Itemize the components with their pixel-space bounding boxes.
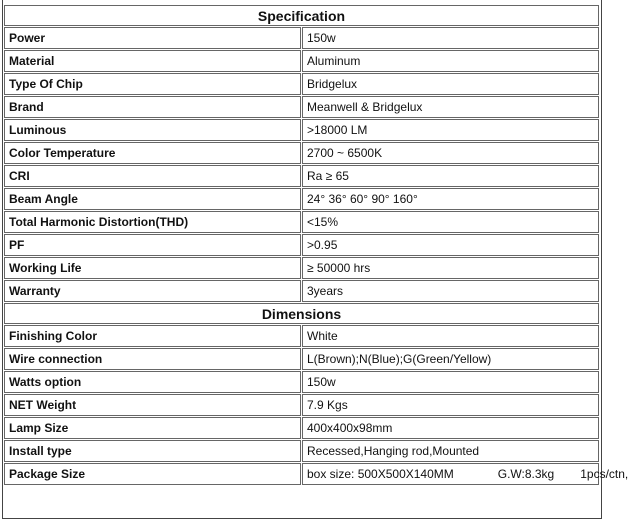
table-row xyxy=(4,73,599,95)
row-value: 7.9 Kgs xyxy=(302,394,599,416)
table-row xyxy=(4,394,599,416)
table-row xyxy=(4,96,599,118)
row-label: Working Life xyxy=(4,257,301,279)
row-label: Beam Angle xyxy=(4,188,301,210)
table-row xyxy=(4,211,599,233)
table-row xyxy=(4,325,599,347)
table-row xyxy=(4,50,599,72)
row-label: CRI xyxy=(4,165,301,187)
table-row xyxy=(4,257,599,279)
section-header-row xyxy=(4,5,599,26)
table-row xyxy=(4,119,599,141)
brand-ampersand: & xyxy=(357,100,373,114)
row-label: Lamp Size xyxy=(4,417,301,439)
package-quantity: 1pcs/ctn, xyxy=(580,467,628,481)
table-row xyxy=(4,440,599,462)
dimensions-header: Dimensions xyxy=(4,303,599,324)
brand-primary: Meanwell xyxy=(307,100,358,114)
row-value: Aluminum xyxy=(302,50,599,72)
row-value: ≥ 50000 hrs xyxy=(302,257,599,279)
row-label: Total Harmonic Distortion(THD) xyxy=(4,211,301,233)
row-value: <15% xyxy=(302,211,599,233)
row-label: Install type xyxy=(4,440,301,462)
specification-header: Specification xyxy=(4,5,599,26)
row-label: Brand xyxy=(4,96,301,118)
brand-secondary: Bridgelux xyxy=(372,100,423,114)
section-header-row xyxy=(4,303,599,324)
specification-table xyxy=(3,4,628,486)
table-row xyxy=(4,348,599,370)
table-row xyxy=(4,27,599,49)
package-gross-weight: G.W:8.3kg xyxy=(497,467,555,481)
table-row xyxy=(4,234,599,256)
table-row xyxy=(4,463,599,485)
table-row xyxy=(4,188,599,210)
row-value: 150w xyxy=(302,27,599,49)
row-label: NET Weight xyxy=(4,394,301,416)
row-value: Bridgelux xyxy=(302,73,599,95)
row-label: Color Temperature xyxy=(4,142,301,164)
table-row xyxy=(4,417,599,439)
row-label: Finishing Color xyxy=(4,325,301,347)
table-row xyxy=(4,371,599,393)
row-value: 400x400x98mm xyxy=(302,417,599,439)
row-label: Watts option xyxy=(4,371,301,393)
row-label: Material xyxy=(4,50,301,72)
row-value xyxy=(302,96,599,118)
row-value: 3years xyxy=(302,280,599,302)
row-value: 150w xyxy=(302,371,599,393)
row-value: White xyxy=(302,325,599,347)
row-label: Wire connection xyxy=(4,348,301,370)
row-value: Ra ≥ 65 xyxy=(302,165,599,187)
row-value: Recessed,Hanging rod,Mounted xyxy=(302,440,599,462)
table-row xyxy=(4,165,599,187)
package-box-size: box size: 500X500X140MM xyxy=(307,467,454,481)
row-value xyxy=(302,463,628,485)
row-value: >0.95 xyxy=(302,234,599,256)
row-value: >18000 LM xyxy=(302,119,599,141)
row-label: Type Of Chip xyxy=(4,73,301,95)
row-label: Package Size xyxy=(4,463,301,485)
row-value: 2700 ~ 6500K xyxy=(302,142,599,164)
row-label: Luminous xyxy=(4,119,301,141)
row-value: 24° 36° 60° 90° 160° xyxy=(302,188,599,210)
table-row xyxy=(4,280,599,302)
row-label: PF xyxy=(4,234,301,256)
row-label: Warranty xyxy=(4,280,301,302)
row-value: L(Brown);N(Blue);G(Green/Yellow) xyxy=(302,348,599,370)
table-row xyxy=(4,142,599,164)
row-label: Power xyxy=(4,27,301,49)
